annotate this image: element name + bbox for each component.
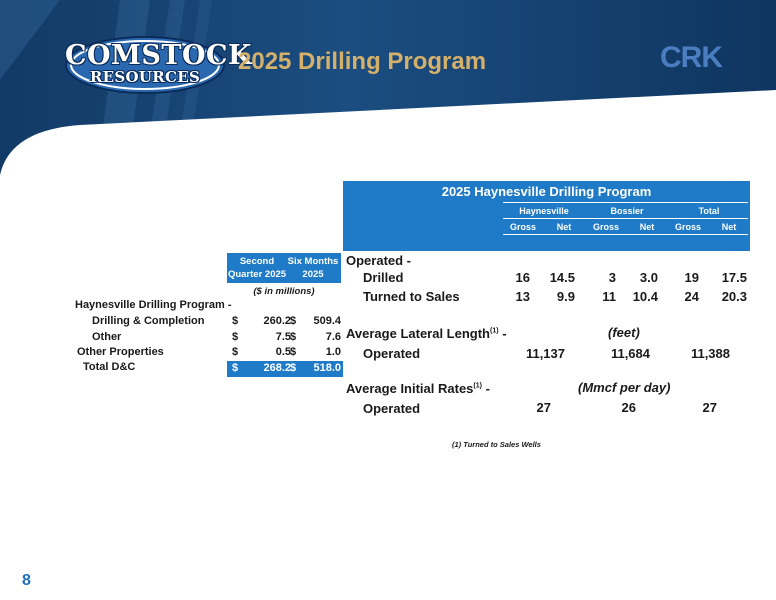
table-row (75, 315, 343, 330)
group-haynesville: Haynesville (519, 206, 569, 216)
company-logo (65, 36, 252, 94)
value-q2: 260.2 (263, 315, 291, 327)
table-row (75, 331, 343, 346)
currency: $ (290, 331, 297, 343)
rates-operated-label: Operated (363, 401, 421, 416)
col2-line1: Six Months (287, 256, 339, 267)
currency: $ (290, 362, 297, 374)
rates-bossier: 26 (621, 400, 636, 415)
row-label: Drilling & Completion (92, 315, 205, 327)
row-label: Total D&C (83, 361, 136, 373)
drilled-label: Drilled (363, 270, 404, 285)
turned-hay-gross: 13 (515, 289, 530, 304)
page-number: 8 (22, 572, 31, 589)
logo-line2: RESOURCES (89, 68, 201, 86)
right-table-header (343, 181, 750, 251)
divider (503, 202, 748, 203)
label-dash: - (481, 381, 490, 396)
turned-bos-net: 10.4 (632, 289, 658, 304)
lateral-operated-label: Operated (363, 346, 421, 361)
section-label: Haynesville Drilling Program - (75, 299, 232, 311)
page-title: 2025 Drilling Program (238, 48, 487, 75)
drilled-hay-gross: 16 (515, 270, 530, 285)
lateral-label-row (346, 326, 507, 341)
col1-line2: Quarter 2025 (227, 269, 287, 280)
rates-label-row (346, 381, 490, 396)
rates-haynesville: 27 (536, 400, 551, 415)
col-gross: Gross (674, 222, 701, 232)
col-net: Net (556, 222, 572, 232)
footnote-ref: (1) (490, 327, 499, 335)
value-6m: 1.0 (325, 346, 341, 358)
drilled-tot-gross: 19 (684, 270, 699, 285)
footnote: (1) Turned to Sales Wells (452, 440, 541, 449)
drilled-bos-gross: 3 (608, 270, 616, 285)
label-dash: - (498, 326, 507, 341)
brand-mark: CRK (660, 41, 722, 74)
divider (503, 234, 748, 235)
col1-line1: Second (239, 256, 275, 267)
lateral-bossier: 11,684 (610, 346, 650, 361)
turned-hay-net: 9.9 (556, 289, 575, 304)
currency: $ (232, 331, 239, 343)
right-table-title: 2025 Haynesville Drilling Program (441, 184, 652, 199)
rates-unit: (Mmcf per day) (578, 380, 671, 395)
value-6m: 7.6 (325, 331, 341, 343)
value-q2: 7.5 (275, 331, 291, 343)
table-row (75, 346, 343, 361)
currency: $ (232, 362, 239, 374)
drilled-hay-net: 14.5 (549, 270, 575, 285)
rates-label: Average Initial Rates (346, 381, 474, 396)
col2-line2: 2025 (302, 269, 324, 280)
col-gross: Gross (592, 222, 619, 232)
footnote-ref: (1) (473, 382, 482, 390)
row-label: Other Properties (77, 346, 164, 358)
lateral-haynesville: 11,137 (525, 346, 565, 361)
group-total: Total (698, 206, 720, 216)
currency: $ (232, 315, 239, 327)
group-bossier: Bossier (610, 206, 644, 216)
col-gross: Gross (509, 222, 536, 232)
row-label: Other (92, 331, 122, 343)
value-6m: 509.4 (313, 315, 341, 327)
col-net: Net (721, 222, 737, 232)
left-table-header (227, 253, 341, 283)
section-label-row (75, 299, 343, 314)
units-label: ($ in millions) (253, 286, 315, 297)
drilled-bos-net: 3.0 (639, 270, 658, 285)
lateral-unit: (feet) (608, 325, 640, 340)
turned-label: Turned to Sales (363, 289, 460, 304)
turned-tot-gross: 24 (684, 289, 699, 304)
divider (503, 218, 748, 219)
table-row-total (75, 361, 343, 377)
turned-tot-net: 20.3 (721, 289, 747, 304)
currency: $ (290, 346, 297, 358)
currency: $ (232, 346, 239, 358)
value-q2: 268.2 (263, 362, 291, 374)
turned-bos-gross: 11 (602, 289, 616, 304)
drilled-tot-net: 17.5 (721, 270, 747, 285)
logo-line1: COMSTOCK (65, 40, 252, 71)
operated-label: Operated - (346, 253, 412, 268)
currency: $ (290, 315, 297, 327)
value-6m: 518.0 (313, 362, 341, 374)
value-q2: 0.5 (275, 346, 291, 358)
lateral-label: Average Lateral Length (346, 326, 491, 341)
lateral-total: 11,388 (690, 346, 730, 361)
col-net: Net (639, 222, 655, 232)
rates-total: 27 (702, 400, 717, 415)
total-highlight (227, 361, 343, 377)
